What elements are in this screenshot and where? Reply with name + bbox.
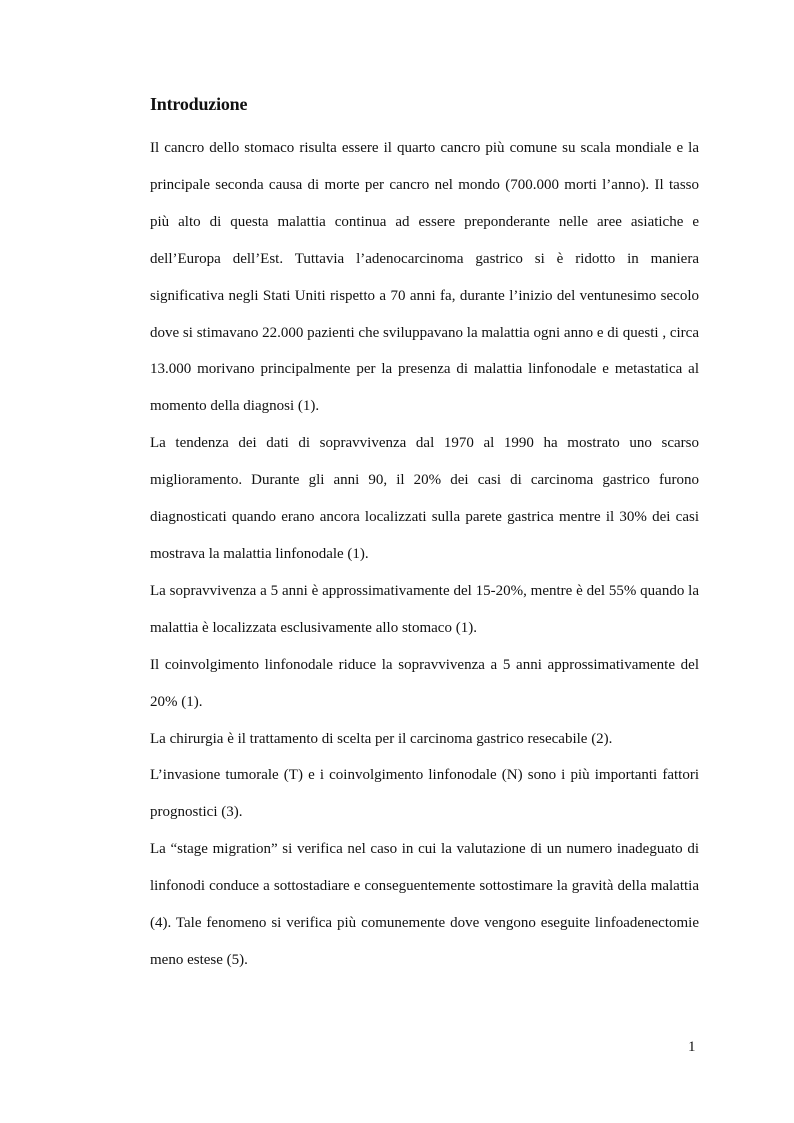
page-number: 1 bbox=[688, 1039, 696, 1055]
paragraph-7: La “stage migration” si verifica nel caso in cui la valutazione di un numero inadeguato di linfonodi conduce a sottostadiare e conseguentemente sottostimare la gravità della malattia (4). Tale fenomeno si verifica più comunemente dove vengono eseguite linfoadenectomie meno estese (5). bbox=[150, 841, 699, 968]
paragraph-1: Il cancro dello stomaco risulta essere il quarto cancro più comune su scala mondiale e la principale seconda causa di morte per cancro nel mondo (700.000 morti l’anno). Il tasso più alto di questa malattia continua ad essere preponderante nelle aree asiatiche e dell’Europa dell’Est. Tuttavia l’adenocarcinoma gastrico si è ridotto in maniera significativa negli Stati Uniti rispetto a 70 anni fa, durante l’inizio del ventunesimo secolo dove si stimavano 22.000 pazienti che sviluppavano la malattia ogni anno e di questi , circa 13.000 morivano principalmente per la presenza di malattia linfonodale e metastatica al momento della diagnosi (1). bbox=[150, 140, 699, 415]
paragraph-4: Il coinvolgimento linfonodale riduce la sopravvivenza a 5 anni approssimativamente del 20% (1). bbox=[150, 656, 699, 710]
section-title: Introduzione bbox=[150, 94, 248, 114]
paragraph-3: La sopravvivenza a 5 anni è approssimativamente del 15-20%, mentre è del 55% quando la malattia è localizzata esclusivamente allo stomaco (1). bbox=[150, 582, 699, 636]
paragraph-5: La chirurgia è il trattamento di scelta per il carcinoma gastrico resecabile (2). bbox=[150, 730, 613, 747]
paragraph-2: La tendenza dei dati di sopravvivenza dal 1970 al 1990 ha mostrato uno scarso miglioramento. Durante gli anni 90, il 20% dei casi di carcinoma gastrico furono diagnosticati quando erano ancora localizzati sulla parete gastrica mentre il 30% dei casi mostrava la malattia linfonodale (1). bbox=[150, 435, 699, 562]
paragraph-6: L’invasione tumorale (T) e i coinvolgimento linfonodale (N) sono i più importanti fattori prognostici (3). bbox=[150, 767, 699, 821]
body-text bbox=[150, 130, 699, 979]
